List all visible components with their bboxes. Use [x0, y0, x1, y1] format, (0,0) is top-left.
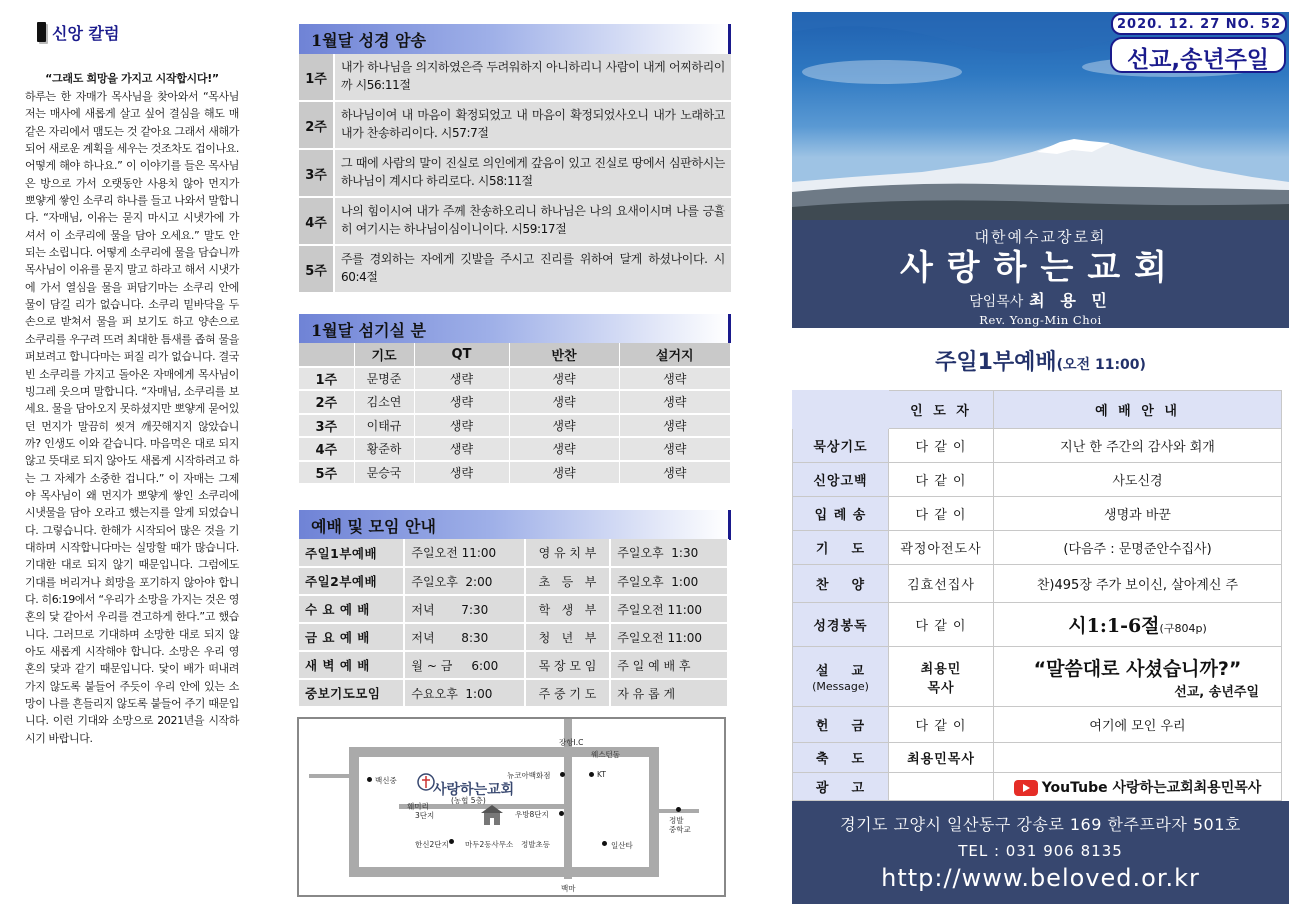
order-item: [793, 429, 889, 463]
kitchen-cell: 생략: [619, 414, 731, 438]
church-name: 사랑하는교회: [899, 248, 1182, 288]
guide-cell: 주일2부예배: [299, 567, 404, 595]
memory-row: [299, 150, 731, 198]
order-content: [994, 707, 1282, 743]
kitchen-cell: 2주: [299, 390, 354, 414]
memory-verse: 나의 힘이시여 내가 주께 찬송하오리니 하나님은 나의 요새이시며 나를 긍휼히 여기시는 하나님이심이니이다. 시59:17절: [333, 198, 731, 244]
memory-title: 1월달 성경 암송: [299, 24, 731, 54]
kitchen-cell: 생략: [414, 461, 509, 485]
order-content-text: 지난 한 주간의 감사와 회개: [1060, 440, 1215, 455]
order-content-text: (다음주 : 문명준안수집사): [1063, 542, 1212, 557]
order-leader-name: 다 같 이: [915, 440, 967, 455]
memory-verse: 하나님이여 내 마음이 확정되었고 내 마음이 확정되었사오니 내가 노래하고 내가 찬송하리이다. 시57:7절: [333, 102, 731, 148]
order-content-text: 생명과 바꾼: [1104, 508, 1171, 523]
map-label: 정발초등: [521, 840, 550, 849]
column-body: 하루는 한 자매가 목사님을 찾아와서 “목사님 저는 매사에 새롭게 살고 싶어 결심을 해도 매 같은 자리에서 맴도는 것 같아요 그래서 새해가 되어 새로운 계획을 세우는 것조차도 겁이나요. 어떻게 해야 하나요.” 이 이야기를 들은 목사님은 방으로 가서 오랫동안 사용치 않아 먼지가 뽀얗게 쌓인 소쿠리 하나를 들고 나와서 말합니다. “자매님, 이유는 묻지 마시고 시냇가에 가셔서 이 소쿠리에 물을 담아 오세요.” 말도 안되는 소립니다. 어떻게 소쿠리에 물을 담습니까 목사님이 이유를 묻지 말고 하라고 해서 시냇가에 가서 열심을 물을 퍼담기마는 소쿠리 안에 물이 담길 리가 없습니다. 소쿠리 밑바닥을 두 손으로 받쳐서 물을 퍼 보기도 하고 양손으로 소쿠리를 우구려 뜨려 최대한 틈새를 좁혀 물을 퍼보려고 합니다마는 퍼질 리가 없습니다. 결국 빈 소쿠리를 가지고 돌아온 자매에게 목사님이 빙그레 웃으며 말합니다. “자매님, 소쿠리를 보세요. 물을 담아오지 못하셨지만 뽀얗게 묻어있던 먼지가 말끔히 씻겨 깨끗해지지 않았습니까? 인생도 이와 같습니다. 마음먹은 대로 되지 않고 뜻대로 되지 않아도 새롭게 시작하려고 하는 그 자체가 소중한 겁니다.” 이 자매는 그제야 목사님이 왜 먼지가 뽀얗게 쌓인 소쿠리에 시냇물을 담아 오라고 했는지를 알게 되었습니다. 그렇습니다. 한해가 시작되어 많은 것을 기대하며 시작합니다마는 실망할 때가 많습니다. 기대한 대로 되지 않기 때문입니다. 그럼에도 기대를 버리거나 희망을 포기하지 않아야 합니다. 히6:19에서 “우리가 소망을 가지는 것은 영혼의 닻 같아서 우리를 견고하게 한다.”고 했습니다. 그러므로 기대하며 소망한 대로 되지 않아도 새롭게 시작해야 합니다. 소망은 우리 영혼의 닻과 같기 때문입니다. 닻이 배가 떠내려가지 않도록 붙들어 주듯이 우리 안에 있는 소망이 나를 흔들리지 않도록 붙들어 주기 때문입니다. 이런 기대와 소망으로 2021년을 시작하시기 바랍니다.: [25, 90, 239, 745]
map-label: 뉴코아백화점: [507, 771, 551, 780]
guide-cell: 주일오후 1:00: [610, 567, 728, 595]
order-content: [994, 647, 1282, 707]
kitchen-cell: 생략: [414, 367, 509, 391]
guide-cell: 저녁 7:30: [404, 595, 524, 623]
order-leader-name: 다 같 이: [915, 619, 967, 634]
map-label: 우방8단지: [515, 810, 549, 819]
guide-row: [299, 539, 728, 567]
order-item: [793, 603, 889, 647]
order-header-row: [793, 391, 1282, 429]
pastor-title: 담임목사: [969, 294, 1024, 310]
kitchen-cell: 3주: [299, 414, 354, 438]
kitchen-cell: 생략: [414, 414, 509, 438]
service-time: (오전 11:00): [1056, 357, 1146, 373]
header-bar-icon: [37, 22, 46, 42]
map-label: 3단지: [415, 811, 435, 820]
kitchen-row: [299, 437, 731, 461]
faith-column: [25, 18, 239, 903]
address: 경기도 고양시 일산동구 강송로 169 한주프라자 501호: [840, 815, 1241, 834]
kitchen-header-cell: 기도: [354, 343, 414, 367]
guide-cell: 자 유 롭 게: [610, 679, 728, 707]
kitchen-cell: 1주: [299, 367, 354, 391]
guide-cell: 중보기도모임: [299, 679, 404, 707]
kitchen-row: [299, 414, 731, 438]
guide-cell: 월 ~ 금 6:00: [404, 651, 524, 679]
guide-cell: 영 유 치 부: [525, 539, 611, 567]
order-leader-name: 최용민목사: [907, 752, 975, 767]
denomination: 대한예수교장로회: [974, 228, 1107, 246]
guide-cell: 금 요 예 배: [299, 623, 404, 651]
order-leader-title: 목사: [927, 680, 955, 696]
order-header-cell: 예 배 안 내: [994, 391, 1282, 429]
youtube-icon: [1014, 780, 1038, 796]
order-content: [994, 565, 1282, 603]
order-content: [994, 743, 1282, 773]
kitchen-title: 1월달 섬기실 분: [299, 314, 731, 344]
order-content-text: 여기에 모인 우리: [1089, 719, 1186, 734]
order-item-sub: (Message): [812, 679, 869, 693]
order-leader: [889, 565, 994, 603]
memory-row: [299, 246, 731, 294]
guide-table: [299, 539, 729, 708]
kitchen-cell: 김소연: [354, 390, 414, 414]
kitchen-header-cell: 설거지: [619, 343, 731, 367]
kitchen-cell: 생략: [509, 461, 619, 485]
order-row: [793, 429, 1282, 463]
order-row: [793, 743, 1282, 773]
pastor-english: Rev. Yong-Min Choi: [979, 313, 1102, 327]
service-name: 주일1부예배: [935, 350, 1057, 375]
church-logo-icon: [417, 773, 435, 791]
kitchen-cell: 황준하: [354, 437, 414, 461]
order-item: [793, 707, 889, 743]
order-item: [793, 565, 889, 603]
footer: [792, 801, 1289, 904]
guide-cell: 수요오후 1:00: [404, 679, 524, 707]
order-content: [994, 603, 1282, 647]
map-label: 한신2단지: [415, 840, 449, 849]
kitchen-table: [299, 343, 731, 485]
guide-cell: 주일오후 2:00: [404, 567, 524, 595]
order-row: [793, 773, 1282, 801]
memory-week: 2주: [299, 102, 333, 148]
order-row: [793, 565, 1282, 603]
guide-cell: 초 등 부: [525, 567, 611, 595]
kitchen-row: [299, 390, 731, 414]
column-quote: “그래도 희망을 가지고 시작합시다!”: [45, 72, 219, 85]
order-item: [793, 463, 889, 497]
order-row: [793, 647, 1282, 707]
pastor-name: 최 용 민: [1029, 291, 1112, 310]
map-label: 정발: [669, 816, 684, 825]
sermon-subtitle: 선교, 송년주일: [1174, 684, 1259, 700]
order-leader: [889, 707, 994, 743]
kitchen-cell: 생략: [619, 390, 731, 414]
guide-row: [299, 567, 728, 595]
kitchen-cell: 문명준: [354, 367, 414, 391]
order-item: [793, 773, 889, 801]
guide-cell: 주일오후 1:30: [610, 539, 728, 567]
guide-row: [299, 595, 728, 623]
memory-table: [299, 54, 731, 294]
map-label: 중학교: [669, 825, 691, 834]
order-row: [793, 531, 1282, 565]
kitchen-cell: 생략: [414, 390, 509, 414]
map-label: KT: [597, 770, 606, 779]
order-row: [793, 497, 1282, 531]
order-leader: [889, 497, 994, 531]
guide-cell: 저녁 8:30: [404, 623, 524, 651]
guide-cell: 청 년 부: [525, 623, 611, 651]
kitchen-cell: 5주: [299, 461, 354, 485]
kitchen-header-cell: 반찬: [509, 343, 619, 367]
order-leader-name: 김효선집사: [907, 578, 975, 593]
church-banner: [792, 220, 1289, 328]
guide-cell: 학 생 부: [525, 595, 611, 623]
map-label: 웨스턴돔: [591, 750, 620, 759]
order-leader: [889, 531, 994, 565]
order-item-label: 찬 양: [815, 578, 866, 593]
order-row: [793, 603, 1282, 647]
map-label: 백마: [561, 884, 576, 893]
order-item-label: 성경봉독: [813, 619, 868, 634]
order-content-text: 시1:1-6절: [1068, 615, 1160, 637]
order-leader: [889, 429, 994, 463]
order-content: [994, 497, 1282, 531]
order-content-text: 사도신경: [1112, 474, 1163, 489]
order-item-label: 입 례 송: [814, 508, 867, 523]
memory-verse: 주를 경외하는 자에게 깃발을 주시고 진리를 위하여 달게 하셨나이다. 시60:4절: [333, 246, 731, 292]
kitchen-header-row: [299, 343, 731, 367]
order-content: [994, 773, 1282, 801]
worship-order-table: [792, 390, 1282, 801]
kitchen-row: [299, 461, 731, 485]
kitchen-cell: 문승국: [354, 461, 414, 485]
kitchen-cell: 이태규: [354, 414, 414, 438]
guide-cell: 주일오전 11:00: [610, 623, 728, 651]
order-header-cell: 인 도 자: [889, 391, 994, 429]
order-item: [793, 743, 889, 773]
column-title: 신앙 칼럼: [52, 23, 120, 43]
order-content: [994, 463, 1282, 497]
kitchen-cell: 4주: [299, 437, 354, 461]
telephone: TEL : 031 906 8135: [958, 842, 1123, 860]
pastor-line: [792, 288, 1289, 311]
order-leader-name: 다 같 이: [915, 474, 967, 489]
memory-week: 1주: [299, 54, 333, 100]
kitchen-cell: 생략: [509, 390, 619, 414]
kitchen-header-cell: QT: [414, 343, 509, 367]
column-header: [25, 18, 239, 46]
map-label: 훼미리: [407, 802, 429, 811]
youtube-channel[interactable]: YouTube 사랑하는교회최용민목사: [1041, 779, 1262, 796]
memory-week: 5주: [299, 246, 333, 292]
order-leader-name: 최용민: [920, 661, 962, 677]
order-leader: [889, 603, 994, 647]
memory-row: [299, 198, 731, 246]
map-church-label: 사랑하는교회: [433, 782, 515, 798]
order-content-extra: (구804p): [1159, 622, 1207, 635]
order-item: [793, 531, 889, 565]
map-label: 백신중: [375, 776, 397, 785]
memory-row: [299, 54, 731, 102]
guide-cell: 주 중 기 도: [525, 679, 611, 707]
order-content: [994, 531, 1282, 565]
order-leader: [889, 743, 994, 773]
kitchen-cell: 생략: [619, 461, 731, 485]
guide-cell: 목 장 모 임: [525, 651, 611, 679]
kitchen-cell: 생략: [509, 414, 619, 438]
guide-title: 예배 및 모임 안내: [299, 510, 731, 540]
order-leader-name: 곽정아전도사: [900, 542, 982, 557]
kitchen-cell: 생략: [619, 367, 731, 391]
memory-week: 4주: [299, 198, 333, 244]
issue-date-badge: 2020. 12. 27 NO. 52: [1111, 13, 1287, 35]
guide-row: [299, 679, 728, 707]
kitchen-cell: 생략: [509, 367, 619, 391]
map-label: 일산타: [611, 841, 633, 850]
order-row: [793, 707, 1282, 743]
guide-cell: 주일오전 11:00: [610, 595, 728, 623]
order-leader: [889, 647, 994, 707]
guide-cell: 새 벽 예 배: [299, 651, 404, 679]
order-item-label: 설 교: [815, 663, 866, 679]
order-item-label: 기 도: [815, 542, 866, 557]
order-row: [793, 463, 1282, 497]
order-item: [793, 497, 889, 531]
order-item-label: 축 도: [815, 752, 866, 767]
order-leader: [889, 773, 994, 801]
website-link[interactable]: http://www.beloved.or.kr: [881, 864, 1200, 892]
kitchen-header-cell: [299, 343, 354, 367]
guide-row: [299, 623, 728, 651]
map-label: 장항I.C: [559, 738, 584, 747]
order-content-text: “말씀대로 사셨습니까?”: [1033, 657, 1242, 680]
order-item-label: 묵상기도: [813, 440, 868, 455]
order-leader: [889, 463, 994, 497]
location-map: [297, 717, 726, 897]
kitchen-cell: 생략: [414, 437, 509, 461]
memory-verse: 그 때에 사람의 말이 진실로 의인에게 갚음이 있고 진실로 땅에서 심판하시는 하나님이 계시다 하리로다. 시58:11절: [333, 150, 731, 196]
kitchen-row: [299, 367, 731, 391]
memory-week: 3주: [299, 150, 333, 196]
kitchen-cell: 생략: [509, 437, 619, 461]
theme-badge: 선교,송년주일: [1110, 37, 1286, 73]
guide-cell: 주일오전 11:00: [404, 539, 524, 567]
memory-row: [299, 102, 731, 150]
order-item-label: 광 고: [815, 781, 866, 796]
guide-cell: 주 일 예 배 후: [610, 651, 728, 679]
map-label: (농협 5층): [451, 796, 486, 805]
order-content: [994, 429, 1282, 463]
guide-cell: 주일1부예배: [299, 539, 404, 567]
order-item-label: 헌 금: [815, 719, 866, 734]
order-item-label: 신앙고백: [813, 474, 868, 489]
order-header-cell: [793, 391, 889, 429]
order-item: [793, 647, 889, 707]
church-icon: [479, 803, 505, 827]
guide-cell: 수 요 예 배: [299, 595, 404, 623]
service-title: [792, 345, 1289, 376]
map-label: 마두2동사무소: [465, 840, 514, 849]
kitchen-cell: 생략: [619, 437, 731, 461]
guide-row: [299, 651, 728, 679]
order-leader-name: 다 같 이: [915, 508, 967, 523]
order-content-text: 찬)495장 주가 보이신, 살아계신 주: [1036, 578, 1239, 593]
memory-verse: 내가 하나님을 의지하였은즉 두려워하지 아니하리니 사람이 내게 어찌하리이까 시56:11절: [333, 54, 731, 100]
order-leader-name: 다 같 이: [915, 719, 967, 734]
